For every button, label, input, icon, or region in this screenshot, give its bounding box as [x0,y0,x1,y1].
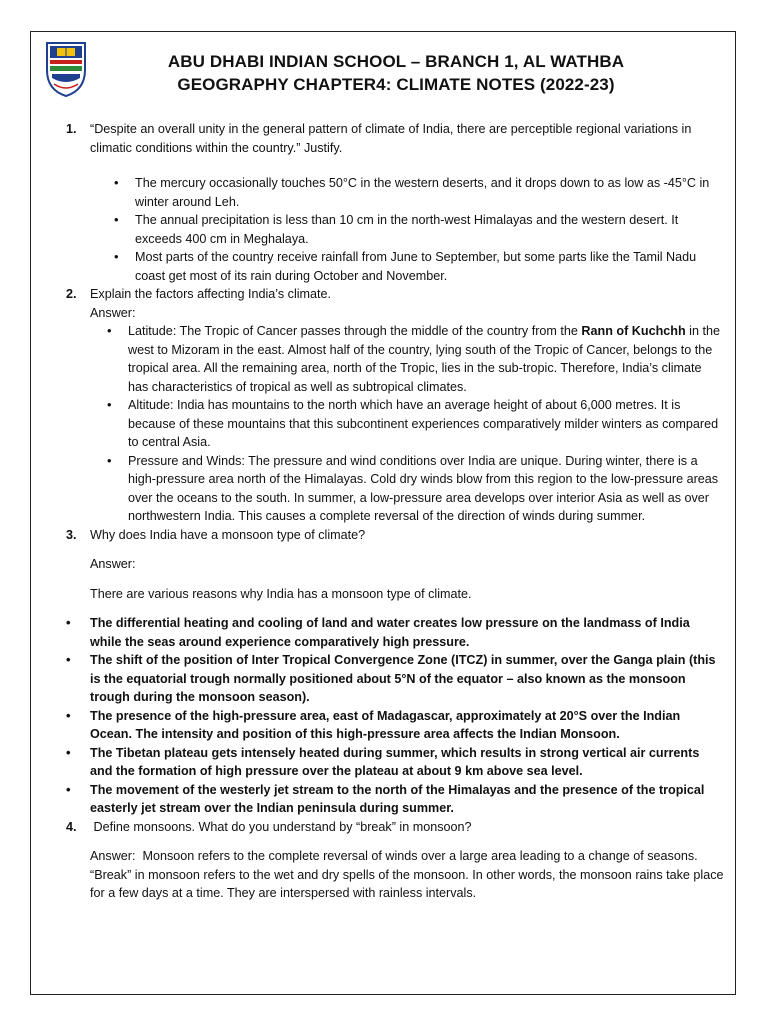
answer-label: Answer: [90,557,136,571]
list-item: • Most parts of the country receive rainfall from June to September, but some parts like the Tamil Nadu coast get most of its rain during October and November. [135,248,724,285]
question-4 [58,818,724,837]
question-number: 1. [66,122,77,136]
list-item: • The movement of the westerly jet stream to the north of the Himalayas and the presence of the tropical easterly jet stream over the Indian peninsula during summer. [90,781,724,818]
latitude-bold: Rann of Kuchchh [581,324,686,338]
list-item: • The presence of the high-pressure area, east of Madagascar, approximately at 20°S over the Indian Ocean. The intensity and position of this high-pressure area affects the Indian Monsoon. [90,707,724,744]
answer-label: Answer: [90,305,136,320]
q1-answer-list [58,174,724,285]
school-name: ABU DHABI INDIAN SCHOOL – BRANCH 1, AL WATHBA [167,52,625,71]
question-1 [58,120,724,157]
list-item-altitude: • Altitude: India has mountains to the north which have an average height of about 6,000 metres. It is because of these mountains that this subcontinent experiences comparatively milder winters as compared to central Asia. [128,396,724,452]
notes-content [58,120,728,903]
list-item: • The Tibetan plateau gets intensely heated during summer, which results in strong vertical air currents and the formation of high pressure over the plateau at about 9 km above sea level. [90,744,724,781]
school-logo-icon [44,40,88,98]
answer-intro: There are various reasons why India has a monsoon type of climate. [90,586,472,601]
latitude-text: Latitude: The Tropic of Cancer passes through the middle of the country from the [128,324,582,338]
list-item: • The shift of the position of Inter Tropical Convergence Zone (ITCZ) in summer, over the Ganga plain (this is the equatorial trough normally positioned about 5°N of the equator – also known as the monsoon trough during the monsoon season). [90,651,724,707]
list-item-latitude [128,322,724,396]
q4-answer: Answer: Monsoon refers to the complete reversal of winds over a large area leading to a change of seasons. “Break” in monsoon refers to the wet and dry spells of the monsoon. In other words, the monsoon rains take place for a few days at a time. They are interspersed with rainless intervals. [90,849,728,900]
question-number: 2. [66,287,77,301]
chapter-title: GEOGRAPHY CHAPTER4: CLIMATE NOTES (2022-23) [177,75,615,94]
question-number: 3. [66,527,77,542]
question-3 [58,526,724,545]
question-number: 4. [66,819,77,834]
document-title [96,50,696,96]
question-text: Define monsoons. What do you understand by “break” in monsoon? [90,819,472,834]
latitude-rest: in the west to Mizoram in the east. Almost half of the country, lying south of the Tropic of Cancer, belongs to the tropical area. All the remaining area, north of the Tropic, lies in the sub-tropic. Therefore, India’s climate has characteristics of tropical as well as subtropical climates. [128,324,720,394]
list-item: • The mercury occasionally touches 50°C in the western deserts, and it drops down to as low as -45°C in winter around Leh. [135,174,724,211]
q3-answer-list [58,614,724,818]
list-item: • The annual precipitation is less than 10 cm in the north-west Himalayas and the western desert. It exceeds 400 cm in Meghalaya. [135,211,724,248]
list-item: • The differential heating and cooling of land and water creates low pressure on the landmass of India while the seas around experience comparatively high pressure. [90,614,724,651]
list-item-pressure: • Pressure and Winds: The pressure and wind conditions over India are unique. During winter, there is a high-pressure area north of the Himalayas. Cold dry winds blow from this region to the low-pressure areas over the oceans to the south. In summer, a low-pressure area develops over interior Asia as well as over northwestern India. This causes a complete reversal of the direction of winds during summer. [128,452,724,526]
question-text: Why does India have a monsoon type of climate? [90,527,366,542]
question-text: “Despite an overall unity in the general pattern of climate of India, there are perceptible regional variations in climatic conditions within the country.” Justify. [90,122,692,155]
question-2 [58,285,724,322]
q2-answer-list [58,322,724,526]
question-text: Explain the factors affecting India’s climate. [90,287,332,301]
